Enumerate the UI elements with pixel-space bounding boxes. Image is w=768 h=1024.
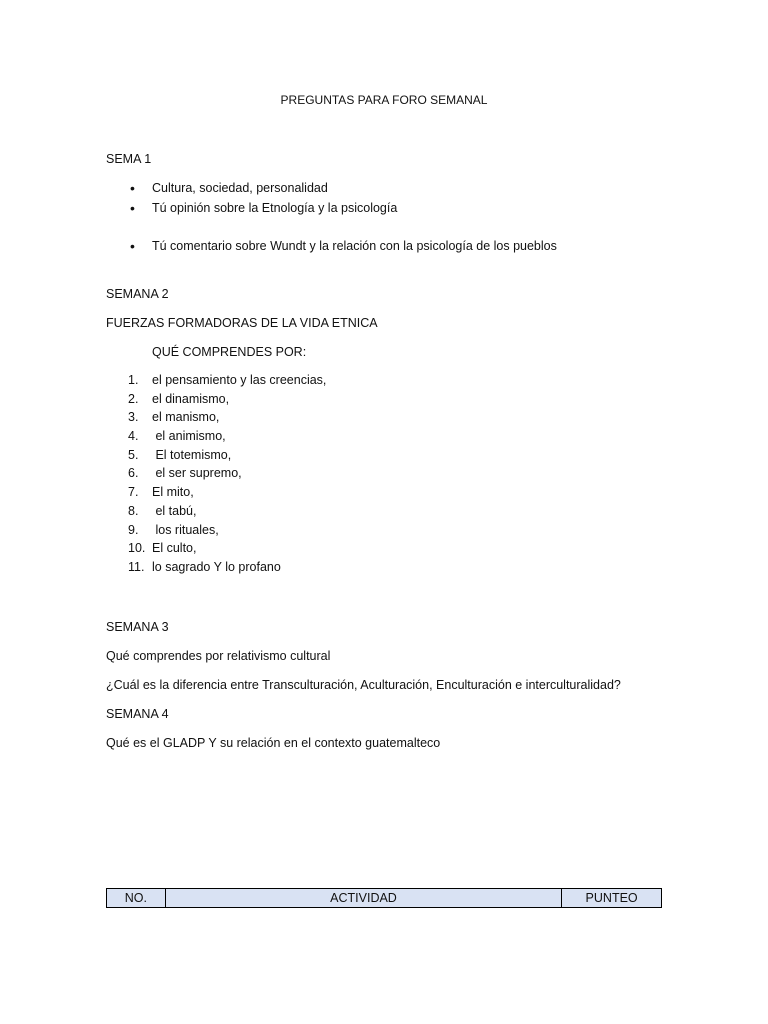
list-number: 1. xyxy=(128,373,139,387)
semana3-question-2: ¿Cuál es la diferencia entre Transculturación, Aculturación, Enculturación e interculturalidad? xyxy=(106,678,621,692)
list-item xyxy=(128,559,326,578)
list-text: El mito, xyxy=(152,485,194,500)
list-item xyxy=(128,391,326,410)
list-text: el tabú, xyxy=(152,503,197,518)
list-text: el ser supremo, xyxy=(152,466,242,481)
bullet-item: • Tú comentario sobre Wundt y la relación con la psicología de los pueblos xyxy=(130,236,557,256)
list-text: El culto, xyxy=(152,541,197,556)
list-text: el pensamiento y las creencias, xyxy=(152,373,327,387)
document-title: PREGUNTAS PARA FORO SEMANAL xyxy=(280,93,488,107)
list-item xyxy=(128,372,326,391)
list-number: 5. xyxy=(128,447,139,462)
list-item xyxy=(128,522,326,541)
semana2-prompt: QUÉ COMPRENDES POR: xyxy=(152,345,307,359)
list-number: 7. xyxy=(128,485,139,500)
bullet-item: • Cultura, sociedad, personalidad xyxy=(130,178,397,198)
list-text: lo sagrado Y lo profano xyxy=(152,559,281,574)
sema1-bullet-list-a xyxy=(130,178,397,218)
table-header-punteo: PUNTEO xyxy=(562,889,662,908)
list-item xyxy=(128,465,326,484)
list-item xyxy=(128,540,326,559)
semana3-heading: SEMANA 3 xyxy=(106,620,169,634)
semana4-question-1: Qué es el GLADP Y su relación en el contexto guatemalteco xyxy=(106,736,441,750)
list-text: el animismo, xyxy=(152,429,226,444)
list-number: 9. xyxy=(128,522,139,537)
list-item xyxy=(128,447,326,466)
table-header-row xyxy=(107,889,662,908)
table-header-actividad: ACTIVIDAD xyxy=(165,889,561,908)
list-item xyxy=(128,428,326,447)
list-item xyxy=(128,503,326,522)
list-number: 8. xyxy=(128,503,139,518)
semana2-numbered-list xyxy=(128,372,326,578)
semana4-heading: SEMANA 4 xyxy=(106,707,169,721)
list-number: 10. xyxy=(128,541,146,556)
list-text: el manismo, xyxy=(152,410,220,425)
semana3-question-1: Qué comprendes por relativismo cultural xyxy=(106,649,331,663)
list-number: 4. xyxy=(128,429,139,444)
sema1-bullet-list-b xyxy=(130,236,557,256)
sema1-heading: SEMA 1 xyxy=(106,152,152,166)
list-item xyxy=(128,409,326,428)
list-number: 11. xyxy=(128,559,145,574)
semana2-heading: SEMANA 2 xyxy=(106,287,169,301)
list-number: 3. xyxy=(128,410,139,425)
activity-table xyxy=(106,888,662,908)
list-text: El totemismo, xyxy=(152,447,232,462)
list-number: 6. xyxy=(128,466,139,481)
list-text: el dinamismo, xyxy=(152,391,230,406)
table-header-no: NO. xyxy=(107,889,166,908)
list-item xyxy=(128,484,326,503)
list-text: los rituales, xyxy=(152,522,219,537)
bullet-item: • Tú opinión sobre la Etnología y la psicología xyxy=(130,198,397,218)
semana2-subheading: FUERZAS FORMADORAS DE LA VIDA ETNICA xyxy=(106,316,378,330)
list-number: 2. xyxy=(128,391,139,406)
